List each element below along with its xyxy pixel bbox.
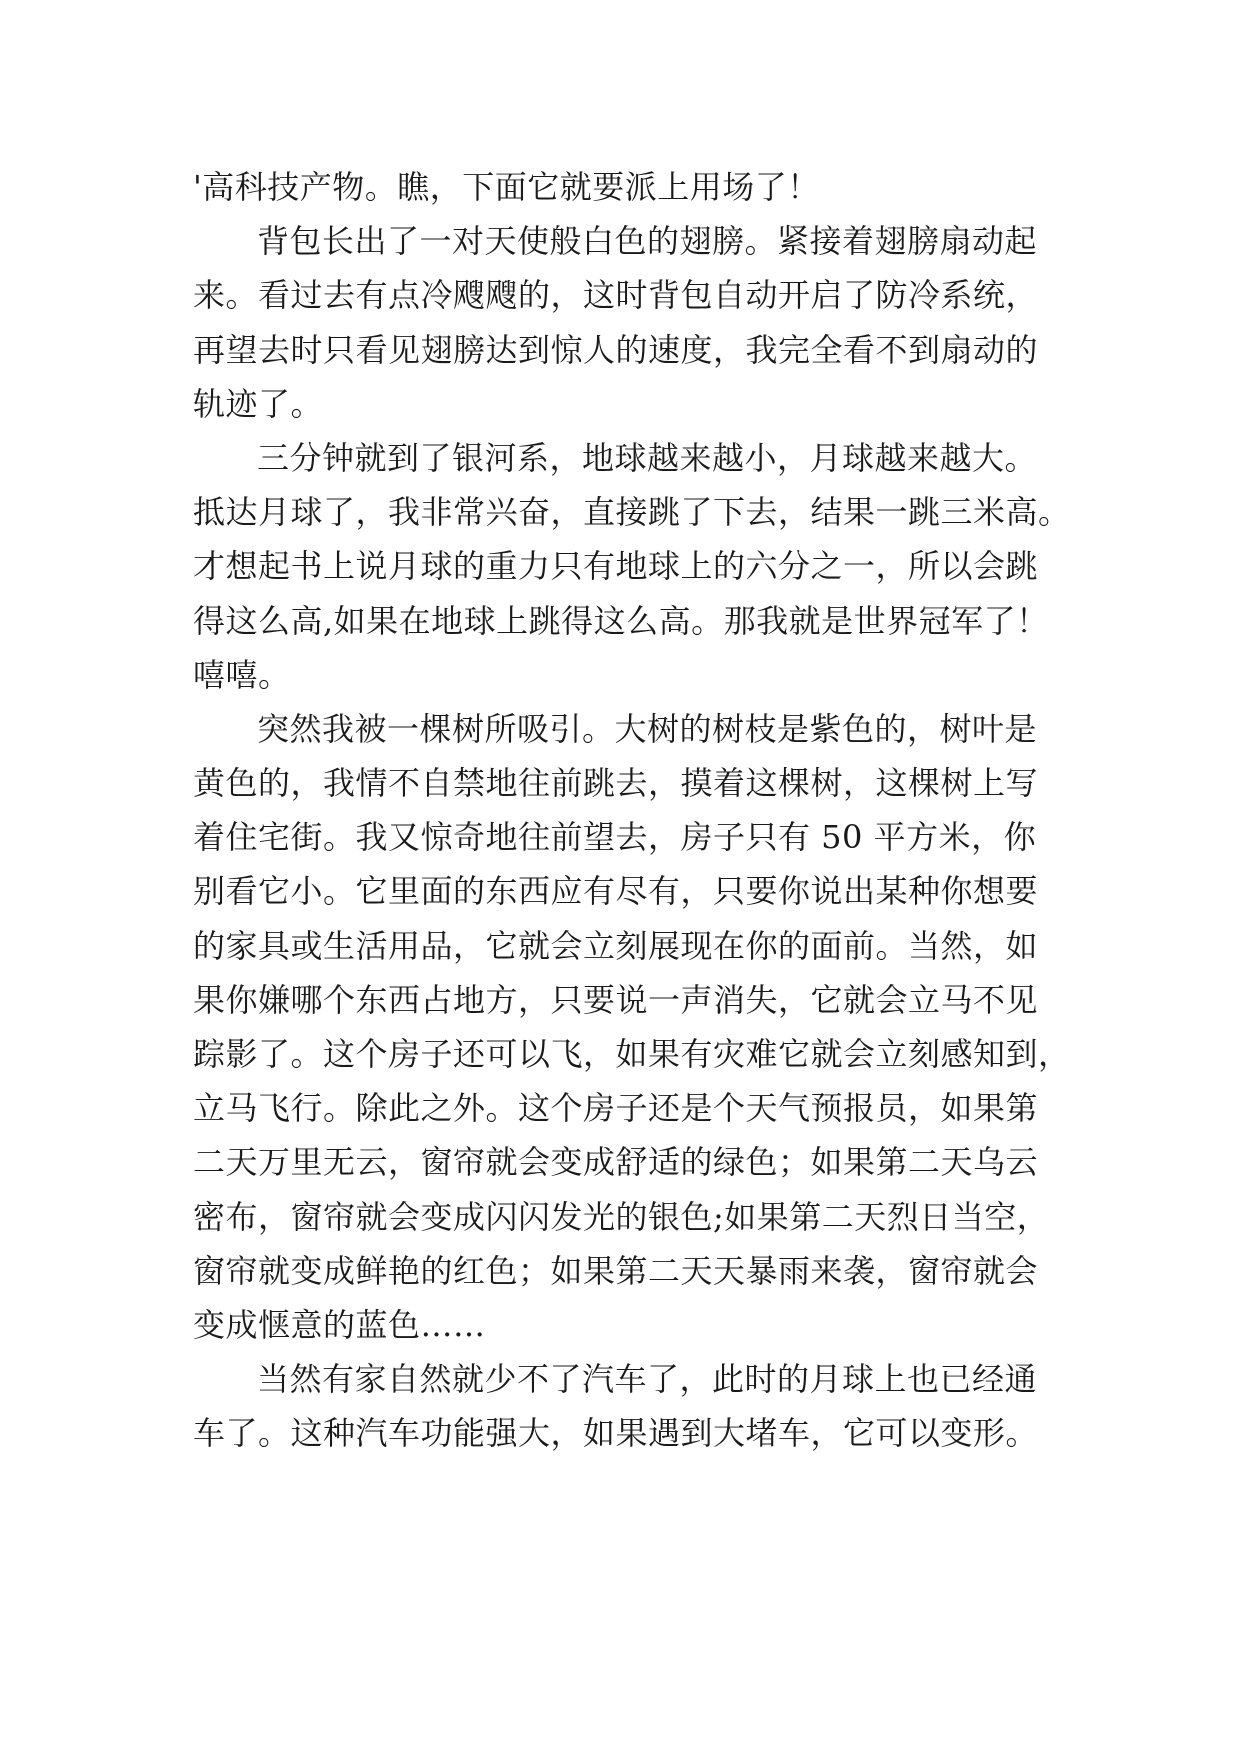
text-line: 车了。这种汽车功能强大，如果遇到大堵车，它可以变形。 — [193, 1414, 1039, 1453]
text-line: 来。看过去有点冷飕飕的，这时背包自动开启了防冷系统， — [193, 276, 1039, 315]
text-line: 嘻嘻。 — [193, 655, 291, 694]
text-line: 突然我被一棵树所吸引。大树的树枝是紫色的，树叶是 — [257, 709, 1038, 748]
text-line: 果你嫌哪个东西占地方，只要说一声消失，它就会立马不见 — [193, 980, 1039, 1019]
text-line: 当然有家自然就少不了汽车了，此时的月球上也已经通 — [257, 1360, 1038, 1399]
text-line: 背包长出了一对天使般白色的翅膀。紧接着翅膀扇动起 — [257, 222, 1038, 261]
text-line: 踪影了。这个房子还可以飞，如果有灾难它就会立刻感知到， — [193, 1035, 1071, 1073]
text-line: 再望去时只看见翅膀达到惊人的速度，我完全看不到扇动的 — [193, 330, 1039, 369]
text-line: 二天万里无云，窗帘就会变成舒适的绿色；如果第二天乌云 — [193, 1143, 1039, 1182]
text-line: 三分钟就到了银河系，地球越来越小，月球越来越大。 — [257, 438, 1038, 477]
text-line: 的家具或生活用品，它就会立刻展现在你的面前。当然，如 — [193, 926, 1039, 965]
text-line: 黄色的，我情不自禁地往前跳去，摸着这棵树，这棵树上写 — [193, 764, 1039, 803]
document-body-text — [193, 160, 1071, 1461]
text-line: 窗帘就变成鲜艳的红色；如果第二天天暴雨来袭，窗帘就会 — [193, 1251, 1039, 1290]
text-line: 别看它小。它里面的东西应有尽有，只要你说出某种你想要 — [193, 872, 1039, 911]
text-line: 抵达月球了，我非常兴奋，直接跳了下去，结果一跳三米高。 — [193, 493, 1071, 532]
text-line: 才想起书上说月球的重力只有地球上的六分之一，所以会跳 — [193, 547, 1039, 586]
text-line: '高科技产物。瞧，下面它就要派上用场了！ — [193, 168, 820, 206]
text-line: 着住宅街。我又惊奇地往前望去，房子只有 50 平方米，你 — [193, 818, 1037, 857]
text-line: 密布，窗帘就会变成闪闪发光的银色;如果第二天烈日当空， — [193, 1197, 1050, 1236]
text-line: 轨迹了。 — [193, 384, 324, 423]
text-line: 立马飞行。除此之外。这个房子还是个天气预报员，如果第 — [193, 1089, 1039, 1128]
text-line: 得这么高,如果在地球上跳得这么高。那我就是世界冠军了！ — [193, 601, 1049, 640]
text-line: 变成惬意的蓝色…… — [193, 1305, 486, 1344]
